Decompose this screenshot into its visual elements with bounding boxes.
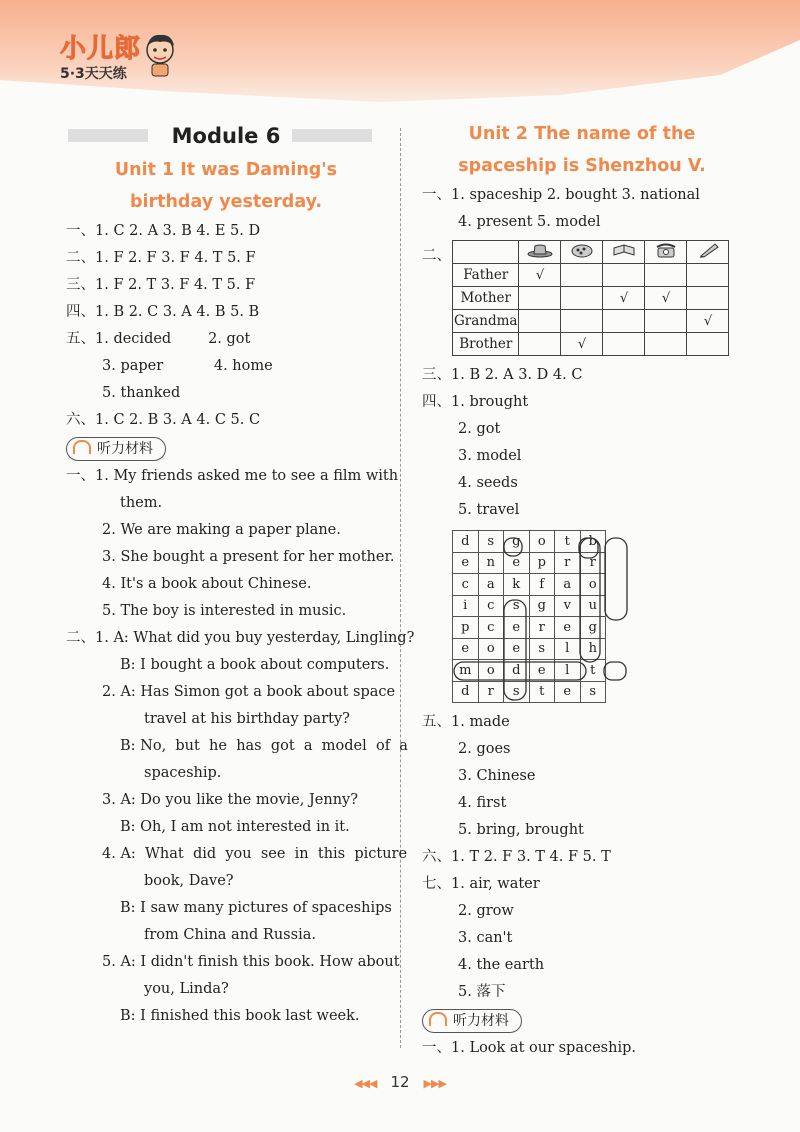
table-row-label: Grandma (453, 310, 519, 333)
transcript-r-1-1: 一、1. Look at our spaceship. (422, 1040, 636, 1056)
grid-letter: d (504, 660, 530, 682)
grid-letter: e (504, 638, 530, 660)
headphones-icon (429, 1012, 447, 1026)
grid-letter: l (555, 638, 581, 660)
unit1-title-line1: Unit 1 It was Daming's (114, 160, 338, 180)
table-cell (603, 264, 645, 287)
grid-letter: o (580, 574, 606, 596)
logo-main-text: 小儿郎 (60, 34, 142, 64)
dialogue-2-a-cont: travel at his birthday party? (144, 711, 350, 727)
answer-q5-line1: 五、1. decided 2. got (66, 331, 251, 347)
right-arrows-icon: ▶▶▶ (423, 1077, 446, 1090)
answer-q2: 二、1. F 2. F 3. F 4. T 5. F (66, 250, 256, 266)
answer-q5-line3: 5. thanked (102, 385, 181, 401)
dialogue-3-a: 3. A: Do you like the movie, Jenny? (102, 792, 358, 808)
family-gift-table (452, 240, 729, 356)
right-column (422, 118, 742, 1062)
answer-r-q5-2: 2. goes (458, 741, 511, 757)
table-cell (645, 264, 687, 287)
grid-letter: s (504, 681, 530, 703)
answer-q1: 一、1. C 2. A 3. B 4. E 5. D (66, 223, 261, 239)
grid-letter: n (478, 552, 504, 574)
grid-letter: o (478, 638, 504, 660)
grid-letter: e (555, 617, 581, 639)
grid-letter: e (453, 638, 479, 660)
answer-r-q6: 六、1. T 2. F 3. T 4. F 5. T (422, 849, 611, 865)
dialogue-1-a: 二、1. A: What did you buy yesterday, Lingling? (66, 630, 415, 646)
table-cell (645, 310, 687, 333)
publisher-logo (60, 28, 141, 83)
grid-letter: r (580, 552, 606, 574)
left-arrows-icon: ◀◀◀ (354, 1077, 377, 1090)
answer-r-q7-1: 七、1. air, water (422, 876, 540, 892)
table-row (453, 310, 729, 333)
table-cell: √ (645, 287, 687, 310)
table-cell (603, 310, 645, 333)
table-corner (453, 241, 519, 264)
page-number: 12 (390, 1073, 410, 1091)
grid-letter: t (555, 531, 581, 553)
answer-r-q5-5: 5. bring, brought (458, 822, 584, 838)
grid-letter: g (580, 617, 606, 639)
grid-letter: v (555, 595, 581, 617)
answer-r-q4-3: 3. model (458, 448, 522, 464)
dialogue-4-b-cont: from China and Russia. (144, 927, 316, 943)
listening-material-label: 听力材料 (97, 441, 153, 457)
table-cell (645, 333, 687, 356)
transcript-1-3: 3. She bought a present for her mother. (102, 549, 395, 565)
table-row-label: Mother (453, 287, 519, 310)
listening-material-badge (66, 437, 166, 461)
grid-letter: c (478, 617, 504, 639)
grid-letter: g (529, 595, 555, 617)
grid-letter: a (555, 574, 581, 596)
pen-icon (687, 241, 729, 264)
grid-letter: f (529, 574, 555, 596)
dialogue-4-a: 4. A: What did you see in this picture (102, 846, 408, 862)
grid-letter: h (580, 638, 606, 660)
grid-letter: m (453, 660, 479, 682)
telephone-icon (645, 241, 687, 264)
answer-r-q2 (422, 240, 742, 356)
page-footer (0, 1073, 800, 1091)
grid-letter: e (504, 552, 530, 574)
grid-letter: d (453, 681, 479, 703)
grid-letter: s (580, 681, 606, 703)
transcript-1-4: 4. It's a book about Chinese. (102, 576, 312, 592)
grid-letter: s (504, 595, 530, 617)
listening-material-label-2: 听力材料 (453, 1013, 509, 1029)
answer-r-q5-3: 3. Chinese (458, 768, 536, 784)
unit1-title-line2: birthday yesterday. (129, 192, 323, 212)
table-cell (687, 264, 729, 287)
answer-r-q7-4: 4. the earth (458, 957, 545, 973)
grid-letter: o (478, 660, 504, 682)
book-icon (603, 241, 645, 264)
table-row-label: Father (453, 264, 519, 287)
answer-r-q7-5: 5. 落下 (458, 984, 506, 1000)
column-divider (400, 128, 401, 1048)
grid-letter: e (555, 681, 581, 703)
grid-letter: l (555, 660, 581, 682)
grid-letter: p (453, 617, 479, 639)
answer-r-q4-4: 4. seeds (458, 475, 518, 491)
answer-r-q5-1: 五、1. made (422, 714, 510, 730)
table-row (453, 333, 729, 356)
module-title: Module 6 (66, 118, 386, 154)
table-row-label: Brother (453, 333, 519, 356)
unit2-title-line1: Unit 2 The name of the (468, 124, 696, 144)
dialogue-4-a-cont: book, Dave? (144, 873, 234, 889)
grid-letter: e (529, 660, 555, 682)
table-header-row (453, 241, 729, 264)
grid-letter: k (504, 574, 530, 596)
answer-q6: 六、1. C 2. B 3. A 4. C 5. C (66, 412, 261, 428)
grid-letter: o (529, 531, 555, 553)
grid-letter: a (478, 574, 504, 596)
table-cell: √ (519, 264, 561, 287)
answer-r-q7-3: 3. can't (458, 930, 513, 946)
answer-r-q4-2: 2. got (458, 421, 501, 437)
transcript-1-1-cont: them. (120, 495, 163, 511)
headphones-icon (73, 440, 91, 454)
cake-icon (561, 241, 603, 264)
logo-sub-text: 5·3天天练 (60, 66, 127, 82)
table-cell (519, 287, 561, 310)
table-cell (687, 287, 729, 310)
dialogue-1-b: B: I bought a book about computers. (120, 657, 390, 673)
table-cell: √ (603, 287, 645, 310)
transcript-1-2: 2. We are making a paper plane. (102, 522, 341, 538)
table-cell (561, 310, 603, 333)
grid-letter: b (580, 531, 606, 553)
answer-q3: 三、1. F 2. T 3. F 4. T 5. F (66, 277, 256, 293)
grid-letter: r (478, 681, 504, 703)
grid-letter: i (453, 595, 479, 617)
table-row (453, 287, 729, 310)
answer-r-q4-1: 四、1. brought (422, 394, 529, 410)
grid-letter: c (453, 574, 479, 596)
table-cell (561, 264, 603, 287)
answer-r-q4-5: 5. travel (458, 502, 520, 518)
table-cell: √ (561, 333, 603, 356)
dialogue-2-a: 2. A: Has Simon got a book about space (102, 684, 396, 700)
transcript-1-1: 一、1. My friends asked me to see a film with (66, 468, 399, 484)
grid-letter: r (529, 617, 555, 639)
mascot-boy-icon (140, 30, 180, 78)
grid-letter: u (580, 595, 606, 617)
grid-letter: d (453, 531, 479, 553)
table-cell: √ (687, 310, 729, 333)
answer-r-q2-label: 二、 (422, 248, 451, 264)
answer-r-q1-line1: 一、1. spaceship 2. bought 3. national (422, 187, 700, 203)
word-search-wrap (422, 530, 612, 703)
grid-letter: s (529, 638, 555, 660)
grid-letter: t (529, 681, 555, 703)
unit2-title-line2: spaceship is Shenzhou V. (458, 156, 706, 176)
grid-letter: c (478, 595, 504, 617)
left-column (66, 118, 415, 1030)
dialogue-5-b: B: I finished this book last week. (120, 1008, 360, 1024)
word-search-circles (452, 536, 638, 703)
table-row (453, 264, 729, 287)
table-cell (687, 333, 729, 356)
dialogue-5-a-cont: you, Linda? (144, 981, 229, 997)
dialogue-2-b-cont: spaceship. (144, 765, 222, 781)
grid-letter: t (580, 660, 606, 682)
answer-r-q5-4: 4. first (458, 795, 507, 811)
answer-r-q7-2: 2. grow (458, 903, 514, 919)
table-cell (561, 287, 603, 310)
table-cell (519, 333, 561, 356)
grid-letter: e (453, 552, 479, 574)
answer-q4: 四、1. B 2. C 3. A 4. B 5. B (66, 304, 260, 320)
grid-letter: s (478, 531, 504, 553)
grid-letter: p (529, 552, 555, 574)
grid-letter: e (504, 617, 530, 639)
transcript-1-5: 5. The boy is interested in music. (102, 603, 347, 619)
dialogue-3-b: B: Oh, I am not interested in it. (120, 819, 350, 835)
grid-letter: r (555, 552, 581, 574)
dialogue-4-b: B: I saw many pictures of spaceships (120, 900, 392, 916)
table-cell (603, 333, 645, 356)
answer-r-q1-line2: 4. present 5. model (458, 214, 601, 230)
listening-material-badge-2 (422, 1009, 522, 1033)
hat-icon (519, 241, 561, 264)
answer-r-q3: 三、1. B 2. A 3. D 4. C (422, 367, 583, 383)
answer-q5-line2: 3. paper 4. home (102, 358, 273, 374)
grid-letter: g (504, 531, 530, 553)
dialogue-5-a: 5. A: I didn't finish this book. How about (102, 954, 400, 970)
table-cell (519, 310, 561, 333)
dialogue-2-b: B: No, but he has got a model of a (120, 738, 408, 754)
